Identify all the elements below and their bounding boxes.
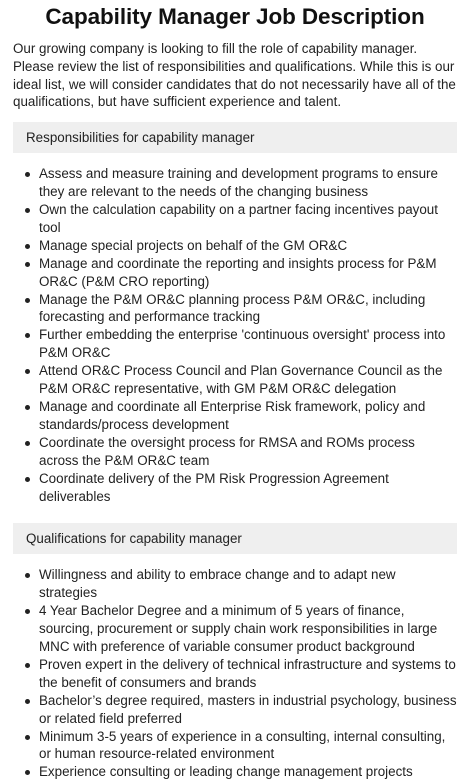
- list-item: Attend OR&C Process Council and Plan Governance Council as the P&M OR&C representative, with GM P&M OR&C delegation: [39, 362, 457, 398]
- list-item: Manage and coordinate the reporting and insights process for P&M OR&C (P&M CRO reporting): [39, 255, 457, 291]
- list-item: Proven expert in the delivery of technical infrastructure and systems to the benefit of consumers and brands: [39, 656, 456, 690]
- responsibilities-header: [13, 122, 457, 153]
- list-item: Manage special projects on behalf of the GM OR&C: [39, 237, 457, 255]
- list-item: Coordinate delivery of the PM Risk Progression Agreement deliverables: [39, 470, 457, 506]
- list-item: 4 Year Bachelor Degree and a minimum of 5 years of finance, sourcing, procurement or supply chain work responsibilities in large MNC with preference of variable consumer product background: [39, 602, 457, 656]
- qualifications-header: [13, 523, 457, 554]
- list-item: Assess and measure training and development programs to ensure they are relevant to the needs of the changing business: [39, 165, 457, 201]
- qualifications-list: [13, 566, 457, 781]
- list-item: Own the calculation capability on a partner facing incentives payout tool: [39, 201, 457, 237]
- list-item: Bachelor’s degree required, masters in industrial psychology, business or related field preferred: [39, 692, 457, 726]
- list-item: Manage the P&M OR&C planning process P&M OR&C, including forecasting and performance tracking: [39, 291, 457, 327]
- list-item: Minimum 3-5 years of experience in a consulting, internal consulting, or human resource-related environment: [39, 728, 457, 764]
- list-item: Coordinate the oversight process for RMSA and ROMs process across the P&M OR&C team: [39, 434, 457, 470]
- list-item: Further embedding the enterprise 'continuous oversight' process into P&M OR&C: [39, 326, 457, 362]
- responsibilities-heading: Responsibilities for capability manager: [26, 130, 255, 146]
- list-item: Manage and coordinate all Enterprise Risk framework, policy and standards/process development: [39, 398, 457, 434]
- responsibilities-list: [13, 165, 457, 505]
- qualifications-heading: Qualifications for capability manager: [26, 531, 242, 547]
- list-item: Experience consulting or leading change management projects: [39, 763, 457, 781]
- list-item: Willingness and ability to embrace change and to adapt new strategies: [39, 566, 457, 602]
- page-title: Capability Manager Job Description: [45, 4, 425, 29]
- intro-paragraph: Our growing company is looking to fill the role of capability manager. Please review the list of responsibilities and qualifications. While this is our ideal list, we will consider candidates that do not necessarily have all of the qualifications, but have sufficient experience and talent.: [13, 41, 456, 110]
